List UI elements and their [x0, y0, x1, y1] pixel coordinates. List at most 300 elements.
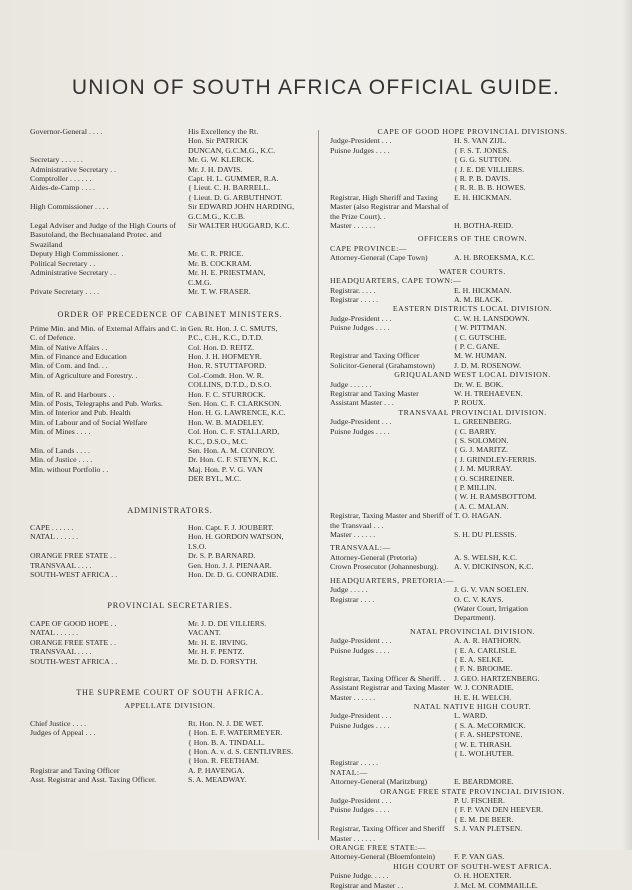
holder-line: F. P. VAN GAS. [454, 852, 505, 862]
entry-row [30, 446, 310, 455]
entry-row [30, 766, 310, 775]
holder-line: H. S. VAN ZIJL. [454, 136, 507, 146]
ofs-list [330, 796, 615, 843]
entry-row [330, 852, 615, 861]
holder-line: Hon. Dr. D. G. CONRADIE. [188, 570, 279, 580]
entry-holder [188, 446, 275, 455]
entry-holder [188, 570, 278, 579]
holder-line: S. H. DU PLESSIS. [454, 530, 517, 540]
entry-holder [188, 324, 277, 343]
entry-office: Min. of Agriculture and Forestry. . [30, 370, 138, 380]
entry-row [30, 728, 310, 766]
entry-holder [454, 693, 511, 702]
entry-row [330, 398, 615, 407]
entry-office: Attorney-General (Maritzburg) [330, 777, 428, 787]
entry-row [30, 399, 310, 408]
entry-row [330, 323, 615, 351]
entry-office: Judge-President . . . [330, 136, 392, 146]
entry-holder [454, 193, 511, 221]
entry-office: SOUTH-WEST AFRICA . . [30, 570, 118, 580]
entry-holder [454, 389, 523, 398]
entry-office: Attorney-General (Cape Town) [330, 253, 428, 263]
entry-row [330, 674, 615, 683]
cape-divisions-heading: CAPE OF GOOD HOPE PROVINCIAL DIVISIONS. [377, 127, 568, 136]
holder-line: DUNCAN, G.C.M.G., K.C. [188, 145, 276, 155]
holder-line: S. J. VAN PLETSEN. [454, 824, 523, 834]
holder-line: Hon. Capt. F. J. JOUBERT. [188, 523, 274, 533]
entry-holder [454, 136, 507, 145]
entry-row [30, 361, 310, 370]
entry-office: Secretary . . . . . . [30, 155, 83, 165]
entry-row [30, 657, 310, 666]
holder-line: { E. A. CARLISLE. [454, 645, 517, 655]
holder-line: I.S.O. [188, 541, 207, 551]
entry-holder [188, 287, 251, 296]
entry-row [330, 193, 615, 221]
entry-office: Registrar . . . . . [330, 294, 379, 304]
entry-office: Private Secretary . . . . [30, 286, 100, 296]
entry-office: Governor-General . . . . [30, 127, 103, 136]
entry-office: Min. of Interior and Pub. Health [30, 408, 131, 418]
holder-line: M. W. HUMAN. [454, 351, 507, 361]
holder-line: H. BOTHA-REID. [454, 221, 514, 231]
pretoria-hq-label: HEADQUARTERS, PRETORIA:— [330, 575, 454, 585]
entry-row [30, 647, 310, 656]
holder-line: Mr. B. COCKRAM. [188, 258, 252, 268]
entry-office: Puisne Judges . . . . [330, 805, 390, 815]
entry-office: Chief Justice . . . . [30, 718, 87, 728]
entry-holder [454, 146, 526, 193]
holder-line: Hon. R. STUTTAFORD. [188, 361, 267, 371]
holder-line: J. D. M. ROSENOW. [454, 360, 522, 370]
holder-line: A. P. HAVENGA. [188, 765, 245, 775]
entry-holder [188, 638, 248, 647]
entry-row [30, 268, 310, 287]
entry-holder [188, 165, 242, 174]
holder-line: { F. N. BROOME. [454, 664, 513, 674]
ofs-crown-list [330, 852, 615, 861]
entry-office: Asst. Registrar and Asst. Taxing Officer. [30, 775, 157, 785]
entry-row [30, 127, 310, 155]
entry-holder [454, 253, 535, 262]
holder-line: Mr. H. E. PRIESTMAN, [188, 268, 266, 278]
entry-row [330, 871, 615, 880]
entry-row [30, 155, 310, 164]
entry-row [330, 777, 615, 786]
provincial-secretaries-heading: PROVINCIAL SECRETARIES. [107, 601, 233, 611]
holder-line: Hon. J. H. HOFMEYR. [188, 351, 262, 361]
entry-office: High Commissioner . . . . [30, 202, 109, 212]
entry-holder [188, 361, 266, 370]
entry-office: Judge-President . . . [330, 313, 392, 323]
entry-holder [188, 418, 264, 427]
entry-row [330, 646, 615, 674]
entry-office: Judge . . . . . [330, 585, 368, 595]
entry-row [30, 352, 310, 361]
holder-line: COLLINS, D.T.D., D.S.O. [188, 380, 272, 390]
entry-row [30, 427, 310, 446]
cape-province-label: CAPE PROVINCE:— [330, 243, 407, 253]
holder-line: Department). [454, 613, 496, 623]
entry-office: Min. of Labour and of Social Welfare [30, 417, 148, 427]
holder-line: Col. Hon. D. REITZ. [188, 342, 255, 352]
holder-line: { G. J. MARITZ. [454, 445, 508, 455]
entry-row [30, 371, 310, 390]
entry-holder [188, 551, 255, 560]
entry-holder [454, 286, 511, 295]
entry-office: ORANGE FREE STATE . . [30, 551, 117, 561]
entry-holder [188, 628, 221, 637]
entry-row [30, 638, 310, 647]
holder-line: { A. C. MALAN. [454, 501, 509, 511]
entry-office: TRANSVAAL . . . . [30, 647, 92, 657]
entry-row [30, 390, 310, 399]
holder-line: E. H. HICKMAN. [454, 285, 512, 295]
holder-line: { S. SOLOMON. [454, 436, 509, 445]
cabinet-heading: ORDER OF PRECEDENCE OF CABINET MINISTERS. [57, 310, 283, 320]
entry-office: Puisne Judges . . . . [330, 645, 390, 655]
entry-row [30, 174, 310, 183]
entry-holder [454, 323, 507, 351]
entry-row [330, 351, 615, 360]
entry-holder [454, 351, 507, 360]
entry-office: Registrar, Taxing Master and Sheriff of the Transvaal . . . [330, 511, 453, 530]
entry-row [30, 183, 310, 202]
natal-list [330, 636, 615, 702]
holder-line: { C. GUTSCHE. [454, 332, 507, 342]
holder-line: P.C., C.H., K.C., D.T.D. [188, 333, 264, 343]
entry-holder [188, 728, 293, 766]
entry-office: Administrative Secretary . . [30, 268, 116, 278]
entry-holder [454, 361, 521, 370]
entry-row [330, 389, 615, 398]
entry-holder [188, 561, 272, 570]
holder-line: { C. BARRY. [454, 426, 497, 436]
holder-line: O. H. HOEXTER. [454, 871, 512, 881]
holder-line: { Lieut. D. G. ARBUTHNOT. [188, 192, 283, 202]
entry-holder [454, 595, 528, 623]
entry-holder [188, 249, 243, 258]
holder-line: Mr. D. D. FORSYTH. [188, 656, 258, 666]
holder-line: Mr. T. W. FRASER. [188, 286, 251, 296]
entry-office: Min. of Native Affairs . . [30, 342, 108, 352]
entry-row [330, 711, 615, 720]
holder-line: { F. S. T. JONES. [454, 145, 509, 155]
holder-line: A. H. BROEKSMA, K.C. [454, 253, 536, 263]
entry-office: Judge-President . . . [330, 417, 392, 427]
swa-list [330, 871, 615, 890]
holder-line: A. S. WELSH, K.C. [454, 552, 518, 562]
holder-line: Col. Hon. C. F. STALLARD, [188, 427, 280, 437]
holder-line: L. GREENBERG. [454, 417, 512, 427]
holder-line: { Hon. R. FEETHAM. [188, 756, 259, 766]
holder-line: E. H. HICKMAN. [454, 192, 512, 202]
holder-line: { W. E. THRASH. [454, 739, 512, 749]
crown-list [330, 253, 615, 262]
holder-line: A. M. BLACK. [454, 294, 503, 304]
entry-holder [454, 796, 505, 805]
holder-line: { Lieut. C. H. BARRELL. [188, 183, 271, 193]
transvaal-division-heading: TRANSVAAL PROVINCIAL DIVISION. [398, 407, 547, 417]
entry-row [30, 619, 310, 628]
entry-holder [188, 619, 266, 628]
entry-office: Min. of Posts, Telegraphs and Pub. Works. [30, 398, 163, 408]
eastern-list [330, 314, 615, 370]
entry-holder [188, 183, 282, 202]
holder-line: W. H. TREHAEVEN. [454, 388, 523, 398]
holder-line: VACANT. [188, 628, 221, 638]
holder-line: Hon. H. G. LAWRENCE, K.C. [188, 408, 286, 418]
entry-office: Prime Min. and Min. of External Affairs and C. in C. of Defence. [30, 323, 187, 343]
entry-row [30, 165, 310, 174]
entry-office: Puisne Judges . . . . [330, 145, 390, 155]
entry-row [30, 455, 310, 464]
entry-row [30, 719, 310, 728]
column-divider [318, 130, 319, 840]
entry-row [330, 758, 615, 767]
holder-line: J. G. V. VAN SOELEN. [454, 585, 529, 595]
natal-native-court-heading: NATAL NATIVE HIGH COURT. [413, 701, 532, 711]
entry-holder [188, 455, 277, 464]
entry-row [30, 324, 310, 343]
holder-line: A. A. R. HATHORN. [454, 636, 521, 646]
holder-line: Gen. Rt. Hon. J. C. SMUTS, [188, 323, 278, 333]
holder-line: Mr. C. R. PRICE. [188, 249, 244, 259]
entry-office: Deputy High Commissioner. . [30, 249, 124, 259]
entry-office: Master . . . . . . [330, 530, 376, 540]
entry-row [330, 881, 615, 890]
holder-line: { L. WOLHUTER. [454, 749, 514, 758]
entry-row [330, 380, 615, 389]
entry-row [330, 530, 615, 539]
entry-row [30, 523, 310, 532]
entry-office: Assistant Registrar and Taxing Master [330, 683, 450, 693]
entry-row [30, 202, 310, 221]
holder-line: Hon. Sir PATRICK [188, 136, 249, 146]
holder-line: J. GEO. HARTZENBERG. [454, 673, 540, 683]
entry-office: ORANGE FREE STATE . . [30, 637, 117, 647]
entry-office: Assistant Master . . . [330, 398, 394, 408]
entry-office: NATAL . . . . . . [30, 628, 79, 638]
administrators-list [30, 523, 310, 579]
entry-holder [188, 352, 262, 361]
entry-row [330, 314, 615, 323]
entry-office: CAPE . . . . . . [30, 523, 74, 533]
page-title: UNION OF SOUTH AFRICA OFFICIAL GUIDE. [71, 76, 561, 99]
holder-line: Hon. H. GORDON WATSON, [188, 532, 284, 542]
entry-office: Master . . . . . . [330, 833, 376, 843]
entry-office: Min. of Mines . . . . [30, 427, 91, 437]
entry-row [330, 805, 615, 824]
holder-line: Col.-Comdt. Hon. W. R. [188, 370, 264, 380]
holder-line: (Water Court, Irrigation [454, 603, 529, 613]
entry-office: Registrar, Taxing Officer and Sheriff [330, 824, 445, 834]
supreme-court-heading: THE SUPREME COURT OF SOUTH AFRICA. [76, 687, 264, 697]
entry-holder [454, 674, 540, 683]
entry-office: CAPE OF GOOD HOPE . . [30, 618, 117, 628]
entry-row [330, 417, 615, 426]
entry-row [330, 796, 615, 805]
entry-holder [188, 465, 263, 484]
transvaal-list [330, 417, 615, 539]
holder-line: G.C.M.G., K.C.B. [188, 211, 245, 221]
right-column [330, 127, 615, 890]
entry-office: Registrar . . . . [330, 594, 375, 604]
entry-holder [454, 585, 528, 594]
cape-list [330, 136, 615, 230]
holder-line: { J. GRINDLEY-FERRIS. [454, 454, 537, 464]
holder-line: Sir WALTER HUGGARD, K.C. [188, 221, 290, 231]
holder-line: Mr. J. H. DAVIS. [188, 164, 243, 174]
entry-row [330, 221, 615, 230]
holder-line: { Hon. A. v. d. S. CENTLIVRES. [188, 746, 294, 756]
entry-holder [188, 174, 279, 183]
entry-row [330, 693, 615, 702]
entry-office: Puisne Judge. . . . . [330, 871, 389, 881]
entry-holder [454, 398, 485, 407]
entry-holder [188, 390, 266, 399]
holder-line: Rt. Hon. N. J. DE WET. [188, 718, 264, 728]
holder-line: Hon. W. B. MADELEY. [188, 417, 264, 427]
entry-holder [454, 636, 521, 645]
entry-office: TRANSVAAL . . . . [30, 560, 92, 570]
entry-office: Aides-de-Camp . . . . [30, 183, 95, 193]
entry-office: Registrar, Taxing Officer & Sheriff. . [330, 673, 446, 683]
entry-row [330, 721, 615, 759]
entry-holder [454, 777, 514, 786]
ofs-division-heading: ORANGE FREE STATE PROVINCIAL DIVISION. [380, 786, 565, 796]
holder-line: Sen. Hon. C. F. CLARKSON. [188, 398, 282, 408]
holder-line: { R. P. B. DAVIS. [454, 174, 511, 184]
holder-line: Capt. H. L. GUMMER, R.A. [188, 174, 279, 184]
appellate-division-heading: APPELLATE DIVISION. [124, 701, 216, 711]
holder-line: P. ROUX. [454, 398, 486, 408]
entry-holder [188, 399, 282, 408]
entry-holder [454, 221, 513, 230]
entry-holder [454, 314, 530, 323]
holder-line: L. WARD. [454, 711, 488, 721]
transvaal-label: TRANSVAAL:— [330, 543, 391, 553]
cape-town-hq-label: HEADQUARTERS, CAPE TOWN:— [330, 276, 462, 286]
entry-holder [454, 871, 511, 880]
entry-office: Min. of Lands . . . . [30, 446, 90, 455]
water-courts-heading: WATER COURTS. [439, 266, 506, 276]
holder-line: Gen. Hon. J. J. PIENAAR. [188, 560, 272, 570]
appellate-list [30, 719, 310, 785]
pretoria-list [330, 585, 615, 623]
entry-office: Judge-President . . . [330, 711, 392, 721]
holder-line: { S. A. McCORMICK. [454, 720, 526, 730]
entry-office: Registrar, High Sheriff and Taxing Master (also Registrar and Marshal of the Prize Court). . [330, 192, 449, 221]
entry-holder [188, 427, 279, 446]
entry-office: Judge-President . . . [330, 636, 392, 646]
entry-holder [454, 380, 503, 389]
entry-holder [454, 711, 487, 720]
entry-holder [188, 259, 251, 268]
entry-office: NATAL . . . . . . [30, 532, 79, 542]
entry-office: Master . . . . . . [330, 692, 376, 702]
entry-office: Judge . . . . . . [330, 379, 372, 389]
entry-holder [188, 127, 275, 155]
holder-line: { J. M. MURRAY. [454, 464, 512, 474]
natal-label: NATAL:— [330, 767, 368, 777]
entry-holder [188, 371, 271, 390]
holder-line: { R. R. B. B. HOWES. [454, 183, 526, 193]
entry-office: Puisne Judges . . . . [330, 323, 390, 333]
entry-office: Min. of R. and Harbours . . [30, 389, 115, 399]
entry-holder [188, 657, 258, 666]
holder-line: C.M.G. [188, 277, 212, 287]
entry-row [330, 136, 615, 145]
entry-holder [188, 221, 289, 249]
entry-row [30, 465, 310, 484]
entry-row [330, 361, 615, 370]
entry-row [330, 683, 615, 692]
entry-row [330, 286, 615, 295]
holder-line: H. E. H. WELCH. [454, 692, 512, 702]
entry-office: Administrative Secretary . . [30, 164, 116, 174]
entry-holder [454, 721, 526, 759]
holder-line: C. W. H. LANSDOWN. [454, 313, 530, 323]
holder-line: A. V. DICKINSON, K.C. [454, 562, 534, 572]
entry-office: Puisne Judges . . . . [330, 426, 390, 436]
entry-office: Min. of Justice . . . . [30, 455, 93, 465]
provincial-secretaries-list [30, 619, 310, 666]
transvaal-crown-list [330, 553, 615, 572]
entry-row [30, 561, 310, 570]
native-list [330, 711, 615, 767]
entry-row [30, 775, 310, 784]
entry-holder [454, 881, 538, 890]
entry-office: Attorney-General (Pretoria) [330, 552, 417, 562]
entry-row [30, 221, 310, 249]
entry-row [330, 553, 615, 562]
entry-holder [454, 852, 504, 861]
entry-office: Master . . . . . . [330, 221, 376, 231]
officials-list [30, 127, 310, 296]
holder-line: { P. MILLIN. [454, 483, 497, 493]
holder-line: E. BEARDMORE. [454, 777, 514, 787]
entry-office: Judges of Appeal . . . [30, 728, 96, 738]
left-column [30, 127, 310, 785]
entry-office: Judge-President . . . [330, 796, 392, 806]
entry-office: Registrar and Taxing Officer [330, 351, 420, 361]
holder-line: P. U. FISCHER. [454, 796, 505, 806]
holder-line: { P. C. GANE. [454, 341, 500, 351]
entry-row [330, 146, 615, 193]
holder-line: O. C. V. KAYS. [454, 594, 504, 604]
entry-office: Min. without Portfolio . . [30, 464, 109, 474]
holder-line: Maj. Hon. P. V. G. VAN [188, 464, 263, 474]
entry-row [30, 532, 310, 551]
entry-office: Puisne Judges . . . . [330, 720, 390, 730]
holder-line: { Hon. B. A. TINDALL. [188, 737, 265, 747]
holder-line: J. McI. M. COMMAILLE. [454, 880, 538, 890]
holder-line: S. A. MEADWAY. [188, 775, 247, 785]
entry-row [330, 427, 615, 512]
holder-line: Dr. Hon. C. F. STEYN, K.C. [188, 455, 278, 465]
crown-officers-heading: OFFICERS OF THE CROWN. [417, 234, 528, 244]
holder-line: Dr. S. P. BARNARD. [188, 551, 256, 561]
entry-row [330, 253, 615, 262]
entry-office: Political Secretary . . [30, 258, 96, 268]
holder-line: { F. A. SHEPSTONE. [454, 730, 523, 740]
entry-office: Comptroller . . . . . . [30, 174, 92, 184]
entry-row [30, 287, 310, 296]
entry-row [30, 343, 310, 352]
entry-holder [188, 775, 246, 784]
entry-holder [454, 530, 516, 539]
